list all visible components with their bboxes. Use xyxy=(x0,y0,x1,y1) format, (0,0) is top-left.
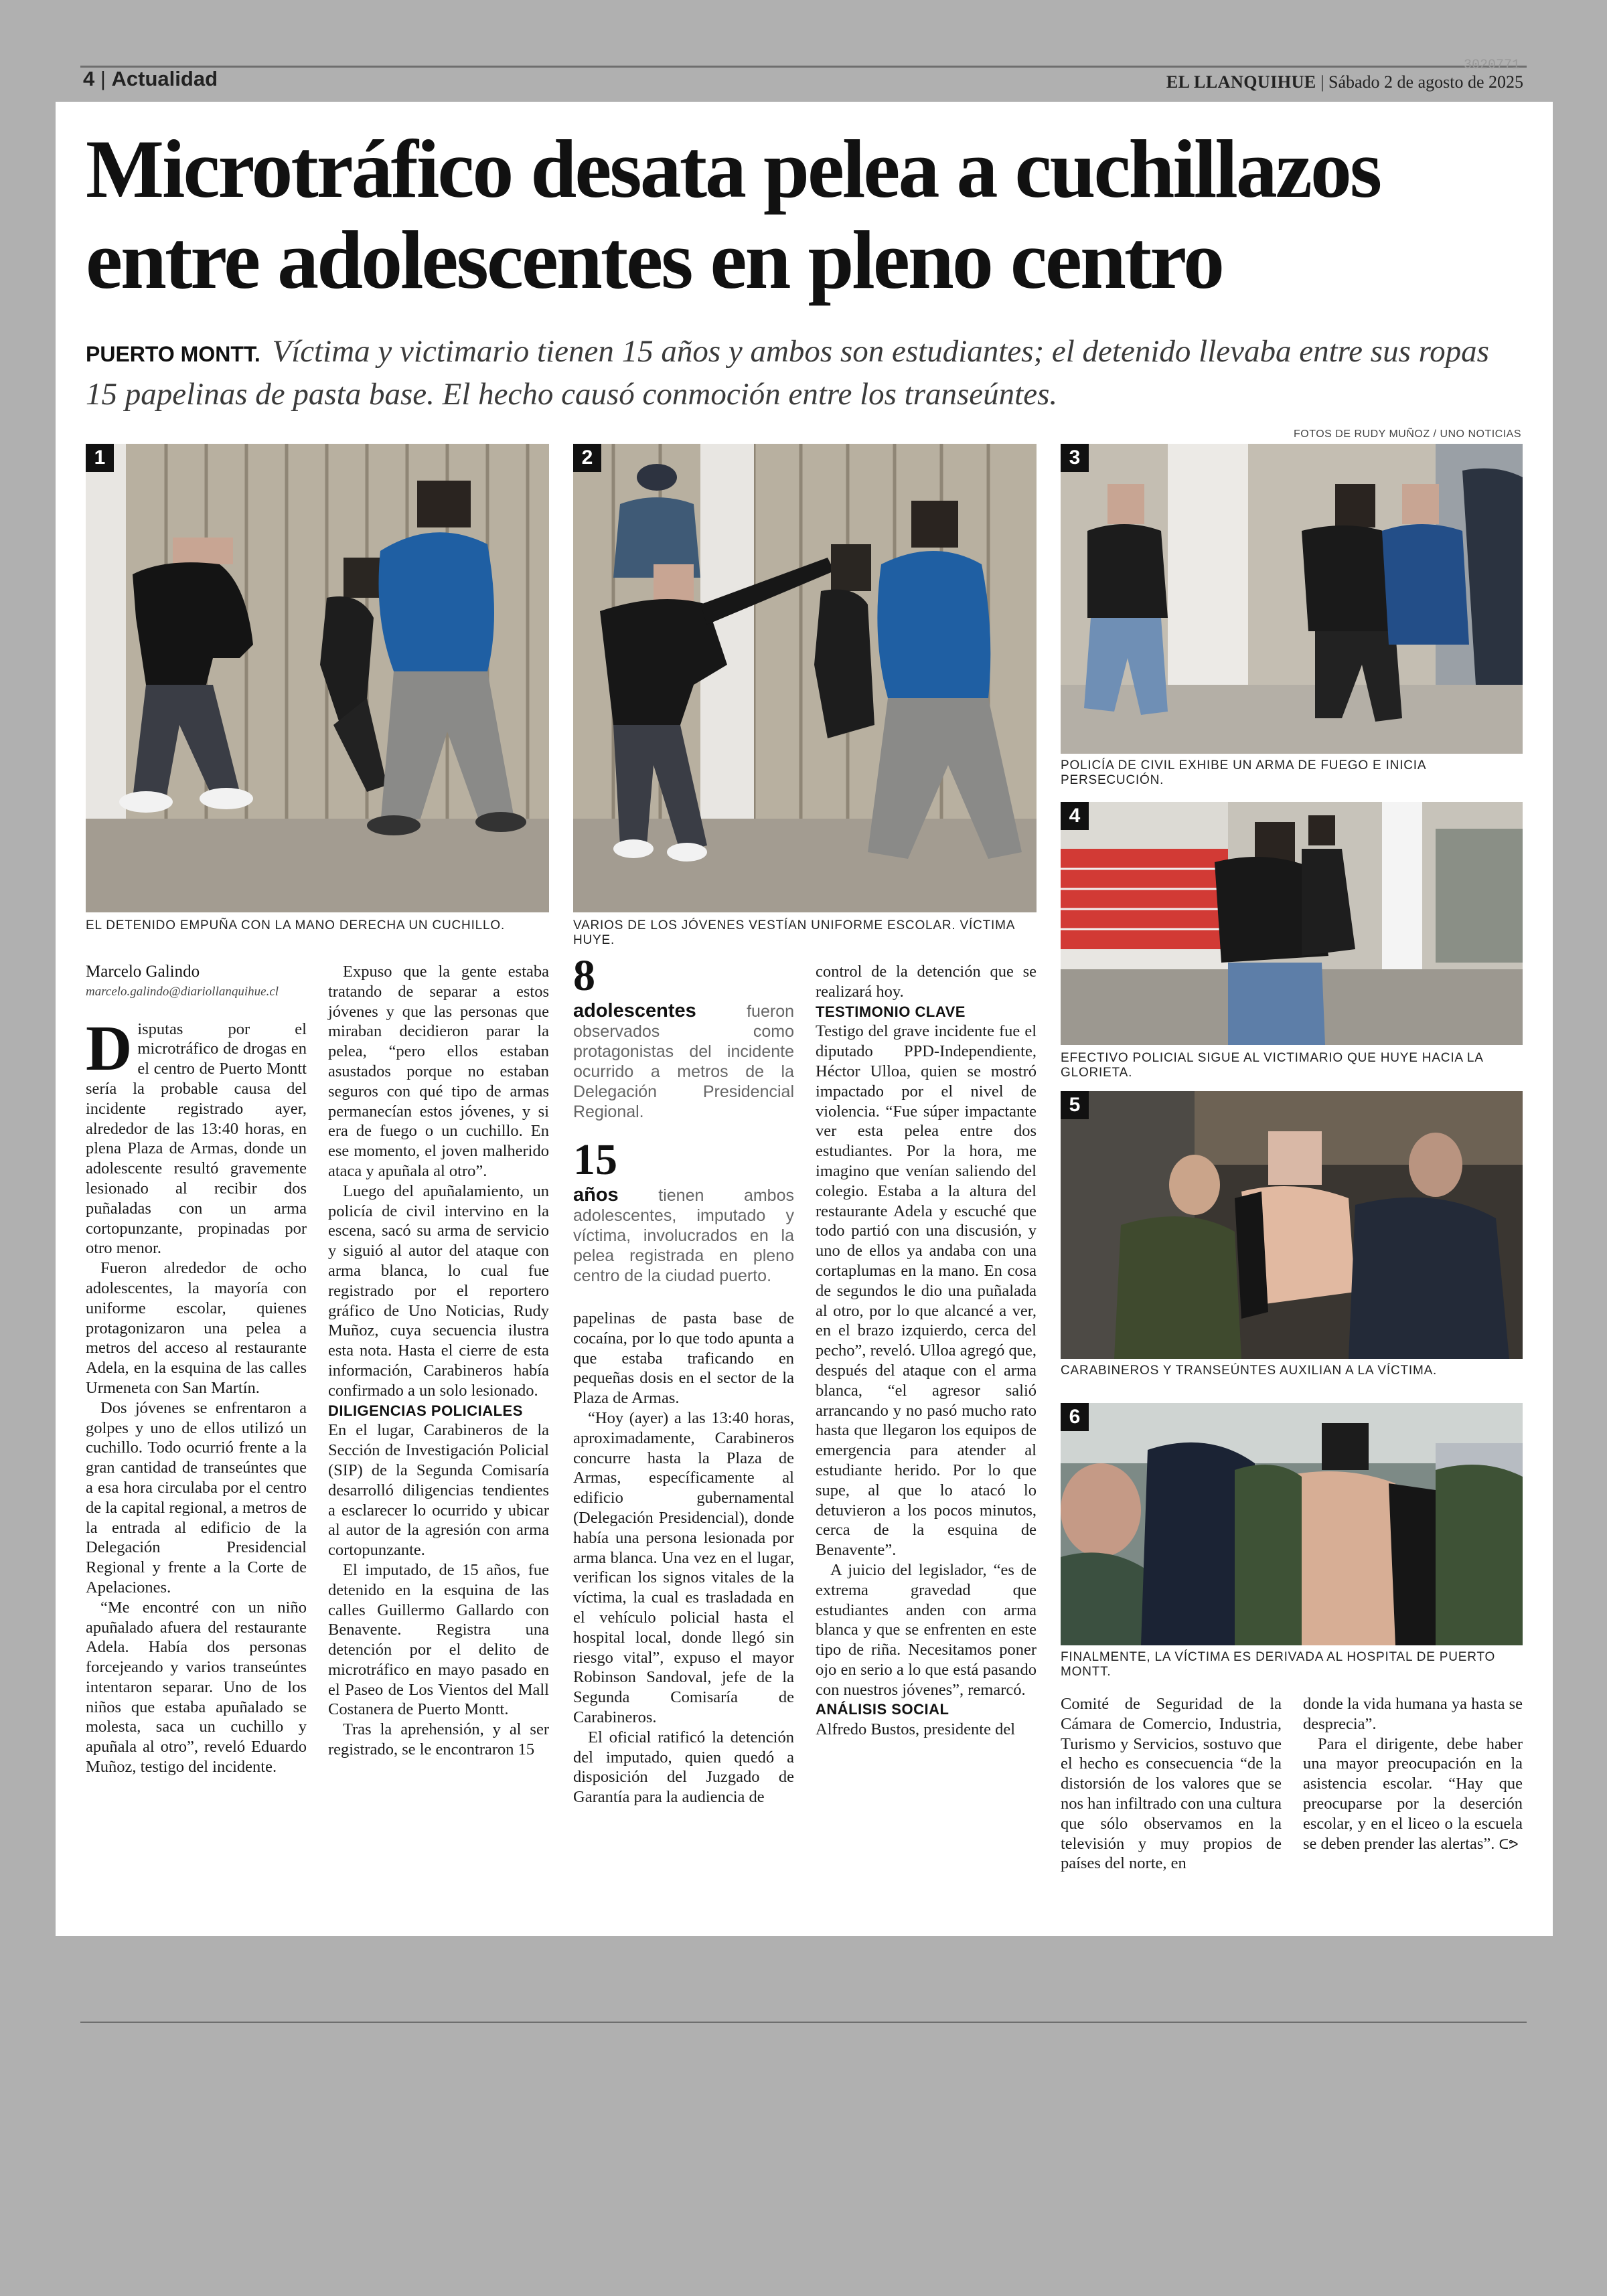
photo-5-caption: CARABINEROS Y TRANSEÚNTES AUXILIAN A LA VÍCTIMA. xyxy=(1061,1364,1438,1378)
author-name: Marcelo Galindo xyxy=(86,963,200,981)
col4-paragraph-3: A juicio del legislador, “es de extrema gravedad que estudiantes anden con arma blanca y que se enfrenten en este tipo de riña. Necesitamos poner ojo en serio a lo que está pasando con nuestros jóvenes”, remarcó. xyxy=(816,1560,1037,1699)
fact-2-number: 15 xyxy=(573,1135,617,1184)
column-5 xyxy=(1061,1694,1282,1874)
col3-paragraph-1: papelinas de pasta base de cocaína, por lo que todo apunta a que estaba traficando en pequeñas dosis en el sector de la Plaza de Armas. xyxy=(573,1309,794,1408)
photo-5 xyxy=(1061,1091,1523,1359)
page-code: 3020771 xyxy=(1463,58,1520,73)
bottom-rule xyxy=(80,2022,1527,2023)
col1-paragraph-2: Fueron alrededor de ocho adolescentes, la mayoría con uniforme escolar, quienes protagonizaron una pelea a metros del acceso al restaurante Adela, en la esquina de las calles Urmeneta con San Martín. xyxy=(86,1259,307,1397)
col1-paragraph-4: “Me encontré con un niño apuñalado afuera del restaurante Adela. Había dos personas forcejeando y varios transeúntes intentaron separar. Uno de los niños que estaba apuñalado se molesta, saca un cuchillo y apuñala al otro”, reveló Eduardo Muñoz, testigo del incidente. xyxy=(86,1598,307,1777)
col3-paragraph-2: “Hoy (ayer) a las 13:40 horas, aproximadamente, Carabineros concurre hasta la Plaza de Armas, específicamente al edificio gubernamental (Delegación Presidencial), donde había una persona lesionada por arma blanca. Una vez en el lugar, verifican los signos vitales de la víctima, la cual es trasladada en el vehículo policial hasta el hospital local, donde llegó sin riesgo vital”, expuso el mayor Robinson Sandoval, jefe de la Segunda Comisaría de Carabineros. xyxy=(573,1408,794,1726)
author-email: marcelo.galindo@diariollanquihue.cl xyxy=(86,984,279,999)
col3-paragraph-3: El oficial ratificó la detención del imputado, quien quedó a disposición del Juzgado de Garantía para la audiencia de xyxy=(573,1728,794,1807)
photo-1-caption: EL DETENIDO EMPUÑA CON LA MANO DERECHA UN CUCHILLO. xyxy=(86,918,506,932)
photo-number-5: 5 xyxy=(1061,1091,1089,1119)
col6-p2-text: Para el dirigente, debe haber una mayor preocupación en la asistencia escolar. “Hay que preocuparse por la deserción escolar, y en el liceo o la escuela se deben prender las alertas”. xyxy=(1303,1734,1523,1853)
photo-6 xyxy=(1061,1403,1523,1645)
col1-paragraph-1 xyxy=(86,1011,307,1259)
column-1 xyxy=(86,962,307,1777)
drop-cap: D xyxy=(86,1011,133,1084)
col2-paragraph-1: Expuso que la gente estaba tratando de separar a estos jóvenes y que las personas que miraban decidieron parar la pelea, “pero ellos estaban asustados porque no estaban seguros con qué tipo de armas permanecían estos jóvenes, y si era de fuego o un cuchillo. En ese momento, el joven malherido ataca y apuñala al otro”. xyxy=(328,963,549,1180)
top-rule xyxy=(80,66,1527,68)
deck-text: Víctima y victimario tienen 15 años y ambos son estudiantes; el detenido llevaba entre sus ropas 15 papelinas de pasta base. El hecho causó conmoción entre los transeúntes. xyxy=(86,334,1489,412)
photo-3 xyxy=(1061,444,1523,754)
col6-paragraph-2 xyxy=(1303,1734,1523,1855)
photo-4-image xyxy=(1061,802,1523,1045)
fact-2-bold: años xyxy=(573,1184,619,1206)
photo-4-caption: EFECTIVO POLICIAL SIGUE AL VICTIMARIO QUE HUYE HACIA LA GLORIETA. xyxy=(1061,1051,1483,1080)
col2-paragraph-4: El imputado, de 15 años, fue detenido en la esquina de las calles Guillermo Gallardo con Benavente. Registra una detención por el delito de microtráfico en mayo pasado en el Paseo de Los Vientos del Mall Costanera de Puerto Montt. xyxy=(328,1560,549,1719)
photo-number-4: 4 xyxy=(1061,802,1089,830)
photo-6-caption: FINALMENTE, LA VÍCTIMA ES DERIVADA AL HOSPITAL DE PUERTO MONTT. xyxy=(1061,1650,1496,1679)
fact-1-text: fueron observados como protagonistas del incidente ocurrido a metros de la Delegación Presidencial Regional. xyxy=(573,1002,794,1121)
col2-paragraph-5: Tras la aprehensión, y al ser registrado, se le encontraron 15 xyxy=(328,1720,549,1759)
col1-paragraph-3: Dos jóvenes se enfrentaron a golpes y uno de ellos utilizó un cuchillo. Todo ocurrió frente a la gran cantidad de transeúntes que a esa hora circulaba por el centro de la capital regional, a metros de la entrada al edificio de la Delegación Presidencial Regional y frente a la Corte de Apelaciones. xyxy=(86,1398,307,1596)
fact-2 xyxy=(573,1185,794,1286)
photo-2-image xyxy=(573,444,1037,912)
fact-1-number: 8 xyxy=(573,951,595,1000)
end-mark-icon: ᑕᕗ xyxy=(1499,1835,1519,1852)
column-6 xyxy=(1303,1694,1523,1854)
col2-paragraph-3: En el lugar, Carabineros de la Sección de Investigación Policial (SIP) de la Segunda Comisaría desarrolló diligencias tendientes a esclarecer lo ocurrido y ubicar al autor de la agresión con arma cortopunzante. xyxy=(328,1421,549,1560)
column-2 xyxy=(328,962,549,1760)
photo-1 xyxy=(86,444,549,912)
photo-2-caption: VARIOS DE LOS JÓVENES VESTÍAN UNIFORME ESCOLAR. VÍCTIMA HUYE. xyxy=(573,918,1015,947)
photo-1-image xyxy=(86,444,549,912)
photo-number-3: 3 xyxy=(1061,444,1089,472)
photo-number-6: 6 xyxy=(1061,1403,1089,1431)
page-number: 4 xyxy=(83,67,95,90)
subhead-analisis: ANÁLISIS SOCIAL xyxy=(816,1701,949,1718)
deck-place: PUERTO MONTT. xyxy=(86,342,260,366)
section-name: Actualidad xyxy=(111,67,218,90)
col2-paragraph-2: Luego del apuñalamiento, un policía de civil intervino en la escena, sacó su arma de servicio y siguió al autor del ataque con arma blanca, lo cual fue registrado por el reportero gráfico de Uno Noticias, Rudy Muñoz, cuya secuencia ilustra esta nota. Hasta el cierre de esta información, Carabineros había confirmado a un solo lesionado. xyxy=(328,1181,549,1400)
photo-credit: FOTOS DE RUDY MUÑOZ / UNO NOTICIAS xyxy=(1294,428,1521,440)
photo-5-image xyxy=(1061,1091,1523,1359)
fact-1 xyxy=(573,1001,794,1122)
photo-6-image xyxy=(1061,1403,1523,1645)
subhead-diligencias: DILIGENCIAS POLICIALES xyxy=(328,1402,523,1419)
photo-3-caption: POLICÍA DE CIVIL EXHIBE UN ARMA DE FUEGO E INICIA PERSECUCIÓN. xyxy=(1061,758,1426,787)
photo-4 xyxy=(1061,802,1523,1045)
col4-paragraph-2: Testigo del grave incidente fue el diputado PPD-Independiente, Héctor Ulloa, quien se mostró impactado por el nivel de violencia. “Fue súper impactante ver esta pelea entre dos estudiantes. Por la hora, me imagino que venían saliendo del colegio. Estaba a la altura del restaurante Adela y escuché que todo partió con una discusión, y uno de ellos ya andaba con una cortaplumas en la mano. En cosa de segundos le dio una puñalada al otro, por lo que alcancé a ver, en el brazo izquierdo, cerca del pecho”, reveló. Ulloa agregó que, después del ataque con el arma blanca, “el agresor salió arrancando y no pasó mucho rato hasta que llegaron los equipos de emergencia para atender al estudiante herido. Por lo que supe, al que lo atacó lo detuvieron a los pocos minutos, cerca de la esquina de Benavente”. xyxy=(816,1022,1037,1560)
column-4 xyxy=(816,962,1037,1740)
col4-paragraph-1: control de la detención que se realizará hoy. xyxy=(816,963,1037,1001)
subhead-testimonio: TESTIMONIO CLAVE xyxy=(816,1003,966,1020)
photo-3-image xyxy=(1061,444,1523,754)
photo-2 xyxy=(573,444,1037,912)
col6-paragraph-1: donde la vida humana ya hasta se desprecia”. xyxy=(1303,1695,1523,1733)
col5-paragraph-1: Comité de Seguridad de la Cámara de Comercio, Industria, Turismo y Servicios, sostuvo que el hecho es consecuencia “de la distorsión de los valores que se nos han infiltrado con una cultura que sólo observamos en la televisión y muy propios de países del norte, en xyxy=(1061,1695,1282,1873)
deck xyxy=(86,331,1525,414)
col1-p1-text: isputas por el microtráfico de drogas en el centro de Puerto Montt sería la probable causa del incidente registrado ayer, alrededor de las 13:40 horas, en plena Plaza de Armas, donde un adolescente resultó gravemente lesionado al recibir dos puñaladas con un arma cortopunzante, propinadas por otro menor. xyxy=(86,1019,307,1258)
column-3 xyxy=(573,951,794,1807)
page-header-right: EL LLANQUIHUE | Sábado 2 de agosto de 2025 xyxy=(1166,72,1523,92)
photo-number-2: 2 xyxy=(573,444,601,472)
fact-1-bold: adolescentes xyxy=(573,1000,696,1021)
col4-paragraph-4: Alfredo Bustos, presidente del xyxy=(816,1720,1016,1739)
page-header-left: 4 | Actualidad xyxy=(83,67,218,90)
headline: Microtráfico desata pelea a cuchillazos entre adolescentes en pleno centro xyxy=(86,123,1381,306)
newspaper-name: EL LLANQUIHUE xyxy=(1166,72,1316,92)
fact-2-text: tienen ambos adolescentes, imputado y víctima, involucrados en la pelea registrada en pleno centro de la ciudad puerto. xyxy=(573,1186,794,1285)
photo-number-1: 1 xyxy=(86,444,114,472)
issue-date: Sábado 2 de agosto de 2025 xyxy=(1328,72,1523,92)
